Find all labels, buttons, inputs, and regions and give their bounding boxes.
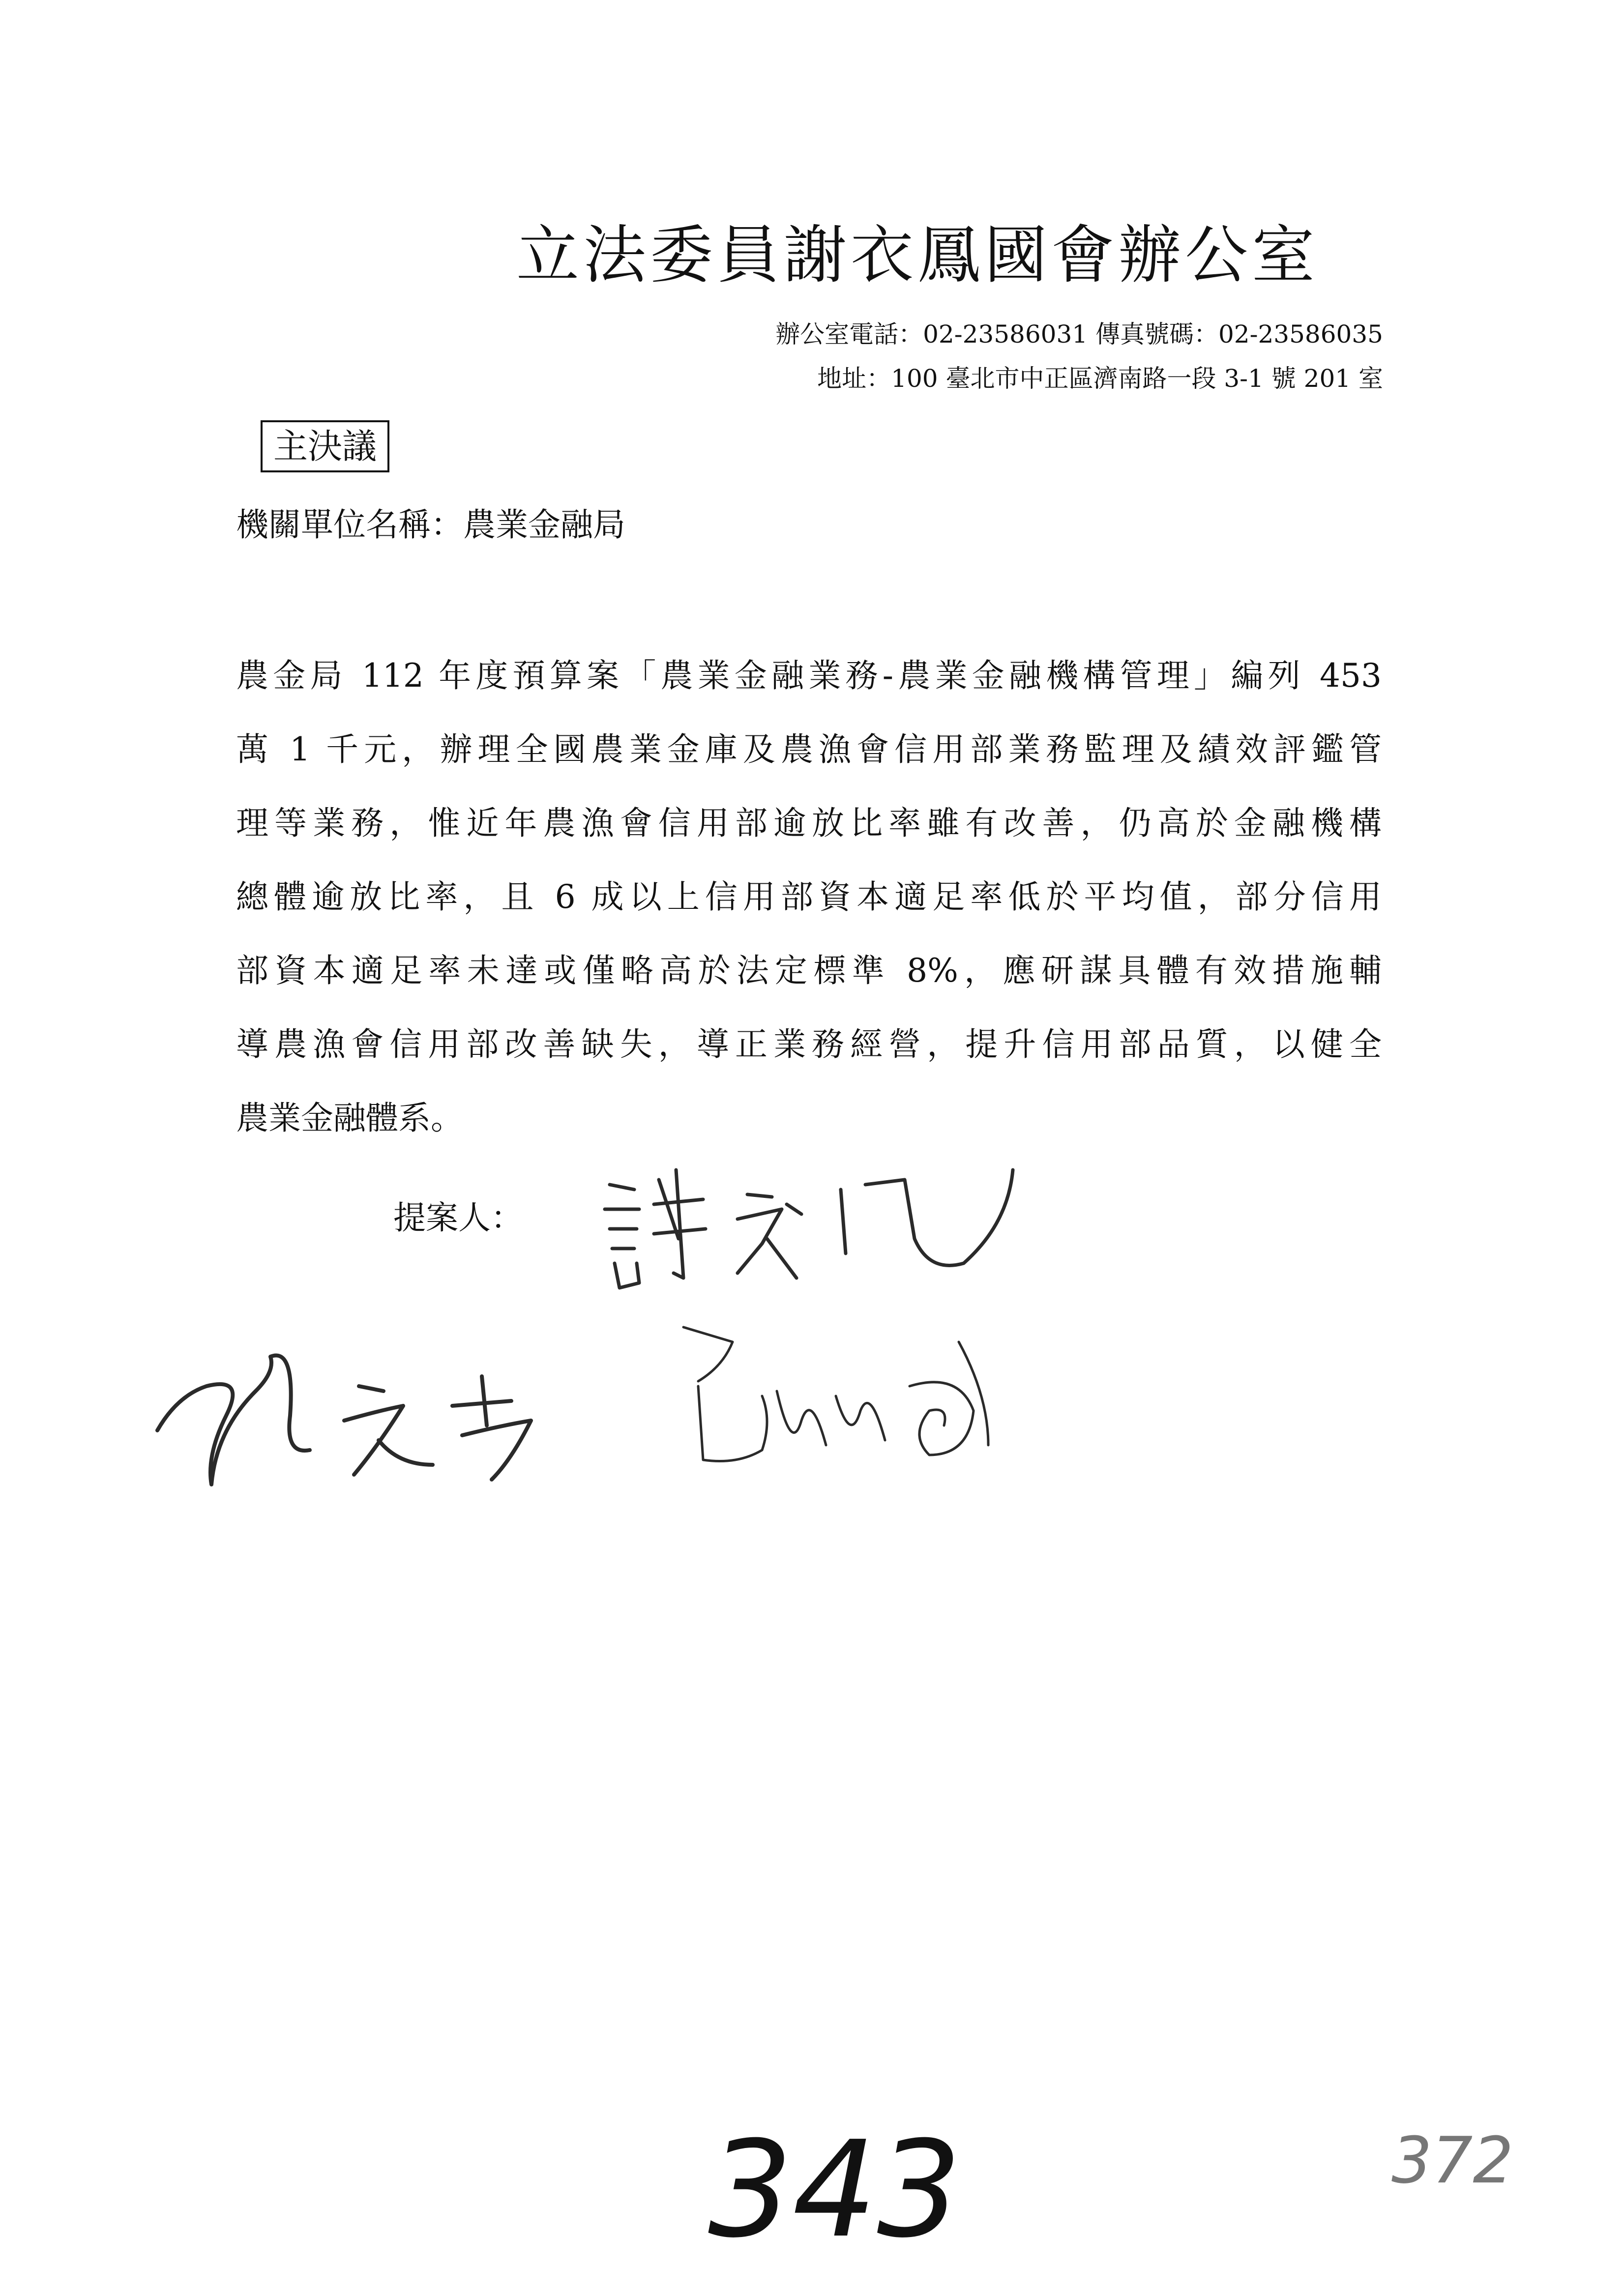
proposer-label: 提案人： bbox=[393, 1199, 523, 1237]
page-number: 343 bbox=[708, 2112, 962, 2267]
body-line: 部資本適足率未達或僅略高於法定標準 8%，應研謀具體有效措施輔 bbox=[236, 952, 1382, 989]
body-line: 導農漁會信用部改善缺失，導正業務經營，提升信用部品質，以健全 bbox=[236, 1025, 1382, 1063]
resolution-body bbox=[236, 639, 1382, 1155]
agency-name: 機關單位名稱：農業金融局 bbox=[236, 506, 625, 544]
body-line: 總體逾放比率，且 6 成以上信用部資本適足率低於平均值，部分信用 bbox=[236, 878, 1382, 916]
body-line: 農金局 112 年度預算案「農業金融業務-農業金融機構管理」編列 453 bbox=[236, 657, 1382, 695]
page-number-alt: 372 bbox=[1391, 2123, 1514, 2198]
signature-1 bbox=[590, 1150, 1023, 1298]
office-address: 地址：100 臺北市中正區濟南路一段 3-1 號 201 室 bbox=[817, 364, 1383, 393]
body-line: 理等業務，惟近年農漁會信用部逾放比率雖有改善，仍高於金融機構 bbox=[236, 804, 1382, 842]
signature-2 bbox=[148, 1317, 590, 1504]
body-line: 農業金融體系。 bbox=[236, 1099, 463, 1137]
signature-3 bbox=[664, 1298, 998, 1484]
office-phone-fax: 辦公室電話：02-23586031 傳真號碼：02-23586035 bbox=[775, 320, 1383, 349]
resolution-type-tag: 主決議 bbox=[261, 420, 389, 472]
office-title: 立法委員謝衣鳳國會辦公室 bbox=[516, 219, 1319, 292]
body-line: 萬 1 千元，辦理全國農業金庫及農漁會信用部業務監理及績效評鑑管 bbox=[236, 730, 1382, 768]
